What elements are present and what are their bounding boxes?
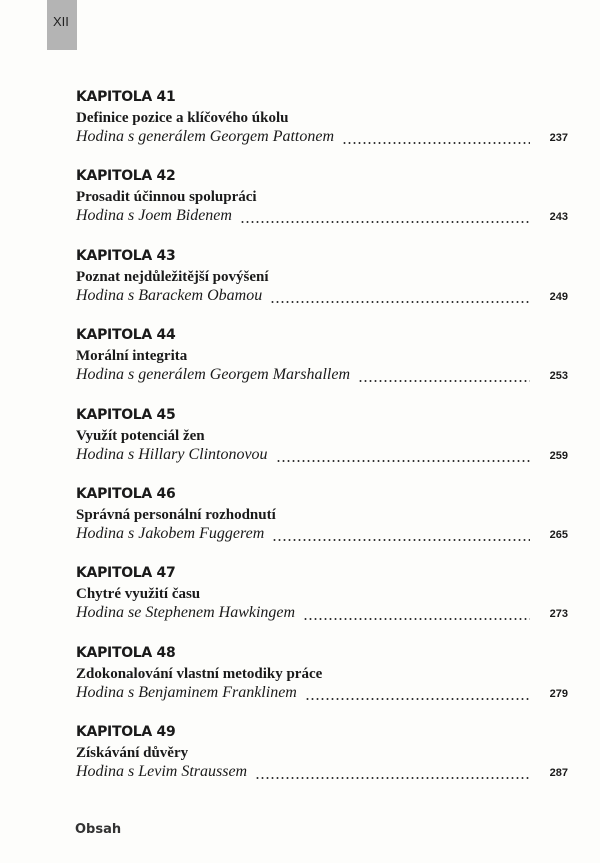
page-number: 273 xyxy=(549,608,568,621)
chapter-subtitle: Hodina se Stephenem Hawkingem xyxy=(76,604,296,622)
chapter-label: KAPITOLA 41 xyxy=(76,89,176,105)
chapter-title: Prosadit účinnou spolupráci xyxy=(76,189,257,206)
page-number: 253 xyxy=(549,370,568,383)
page-number: 237 xyxy=(549,132,568,144)
chapter-title: Správná personální rozhodnutí xyxy=(76,507,276,523)
toc-entry[interactable] xyxy=(76,245,568,309)
chapter-title: Definice pozice a klíčového úkolu xyxy=(76,110,289,126)
page-number-badge xyxy=(47,0,77,50)
chapter-title: Využít potenciál žen xyxy=(76,427,205,444)
chapter-subtitle-row xyxy=(76,525,568,547)
chapter-title: Získávání důvěry xyxy=(76,745,189,762)
dot-leader xyxy=(240,221,530,223)
toc-entry[interactable] xyxy=(76,86,568,150)
dot-leader xyxy=(272,539,530,541)
chapter-subtitle: Hodina s Jakobem Fuggerem xyxy=(76,525,265,542)
page-number-roman: XII xyxy=(53,14,69,29)
dot-leader xyxy=(255,777,530,779)
chapter-title: Zdokonalování vlastní metodiky práce xyxy=(76,665,323,682)
chapter-label: KAPITOLA 46 xyxy=(76,486,176,502)
chapter-subtitle: Hodina s generálem Georgem Pattonem xyxy=(76,128,335,145)
chapter-label: KAPITOLA 42 xyxy=(76,168,176,185)
toc-entry[interactable] xyxy=(76,404,568,468)
chapter-title: Chytré využití času xyxy=(76,586,201,603)
toc-entry[interactable] xyxy=(76,324,568,388)
toc-entry[interactable] xyxy=(76,165,568,229)
dot-leader xyxy=(305,698,530,700)
toc-entry[interactable] xyxy=(76,721,568,785)
page-number: 249 xyxy=(549,290,568,303)
page-number: 279 xyxy=(549,687,568,700)
dot-leader xyxy=(342,142,530,144)
toc-entry[interactable] xyxy=(76,642,568,706)
dot-leader xyxy=(303,618,530,620)
chapter-label: KAPITOLA 45 xyxy=(76,406,176,423)
chapter-subtitle-row xyxy=(76,287,568,309)
page-number: 287 xyxy=(549,767,568,780)
chapter-subtitle-row xyxy=(76,763,568,785)
chapter-subtitle: Hodina s Barackem Obamou xyxy=(76,286,263,304)
chapter-label: KAPITOLA 47 xyxy=(76,565,176,582)
chapter-label: KAPITOLA 48 xyxy=(76,644,176,661)
chapter-subtitle-row xyxy=(76,128,568,150)
toc-entry[interactable] xyxy=(76,562,568,626)
running-footer: Obsah xyxy=(75,822,122,837)
chapter-subtitle-row xyxy=(76,604,568,626)
chapter-label: KAPITOLA 44 xyxy=(76,327,176,344)
chapter-subtitle-row xyxy=(76,446,568,468)
dot-leader xyxy=(270,301,530,303)
chapter-title: Morální integrita xyxy=(76,348,188,365)
chapter-subtitle-row xyxy=(76,366,568,388)
toc-entry[interactable] xyxy=(76,483,568,547)
chapter-subtitle-row xyxy=(76,684,568,706)
chapter-subtitle: Hodina s Levim Straussem xyxy=(76,763,248,781)
chapter-subtitle: Hodina s Benjaminem Franklinem xyxy=(76,683,297,701)
chapter-title: Poznat nejdůležitější povýšení xyxy=(76,268,269,285)
page-number: 243 xyxy=(549,211,568,224)
page-number: 265 xyxy=(549,529,568,541)
chapter-subtitle: Hodina s generálem Georgem Marshallem xyxy=(76,366,351,384)
chapter-subtitle: Hodina s Hillary Clintonovou xyxy=(76,445,268,463)
chapter-label: KAPITOLA 43 xyxy=(76,247,176,264)
chapter-label: KAPITOLA 49 xyxy=(76,724,176,741)
dot-leader xyxy=(276,460,530,462)
chapter-subtitle: Hodina s Joem Bidenem xyxy=(76,207,232,225)
chapter-subtitle-row xyxy=(76,207,568,229)
page-number: 259 xyxy=(549,449,568,462)
dot-leader xyxy=(358,380,530,382)
